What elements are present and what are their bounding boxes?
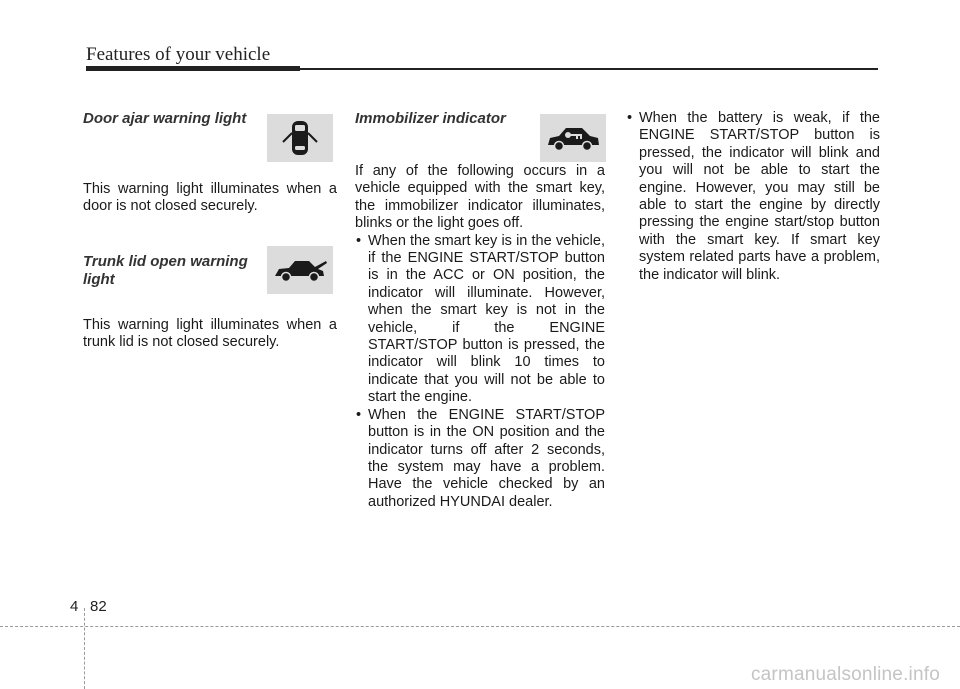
trunk-open-heading-line2: light bbox=[83, 270, 115, 288]
chapter-number: 4 bbox=[70, 598, 79, 615]
trunk-open-heading-line1: Trunk lid open warning bbox=[83, 252, 248, 270]
header-rule bbox=[300, 68, 878, 70]
footer-separator bbox=[84, 608, 85, 689]
trunk-open-car-side-icon bbox=[271, 252, 329, 288]
door-ajar-warning-icon bbox=[267, 114, 333, 162]
page-number: 82 bbox=[90, 598, 107, 615]
watermark: carmanualsonline.info bbox=[750, 664, 940, 685]
immobilizer-bullet-2: • When the ENGINE START/STOP button is in the ON position and the indicator turns off after 2 seconds, the system may have a problem. Have the vehicle checked by an authorized HYUNDAI dealer. bbox=[355, 407, 605, 511]
immobilizer-indicator-icon bbox=[540, 114, 606, 162]
trunk-open-warning-icon bbox=[267, 246, 333, 294]
footer-rule bbox=[0, 626, 960, 627]
door-ajar-car-top-icon bbox=[276, 116, 324, 160]
header-bar bbox=[86, 66, 300, 71]
immobilizer-heading: Immobilizer indicator bbox=[355, 110, 506, 127]
column-middle bbox=[355, 110, 605, 511]
door-ajar-text: This warning light illuminates when a door is not closed securely. bbox=[83, 181, 337, 215]
immobilizer-bullet-3: • When the battery is weak, if the ENGINE START/STOP button is pressed, the indicator will blink and you will not be able to start the engine. However, you may still be able to start the engine by directly pressing the engine start/stop button with the smart key. If smart key system related parts have a problem, the indicator will blink. bbox=[626, 110, 880, 284]
immobilizer-bullet-list-cont bbox=[626, 110, 880, 284]
trunk-open-text: This warning light illuminates when a trunk lid is not closed securely. bbox=[83, 316, 337, 351]
immobilizer-bullet-1: • When the smart key is in the vehicle, if the ENGINE START/STOP button is in the ACC or ON position, the indicator will illuminate. However, when the smart key is not in the vehicle, if the ENGINE START/STOP button is pressed, the indicator will blink 10 times to indicate that you will not be able to start the engine. bbox=[355, 233, 605, 407]
immobilizer-car-key-icon bbox=[544, 120, 602, 156]
page-header-title: Features of your vehicle bbox=[86, 44, 271, 65]
column-right bbox=[626, 110, 880, 284]
immobilizer-bullet-list bbox=[355, 233, 605, 512]
door-ajar-heading: Door ajar warning light bbox=[83, 110, 247, 127]
immobilizer-intro: If any of the following occurs in a vehicle equipped with the smart key, the immobilizer indicator illuminates, blinks or the light goes off. bbox=[355, 163, 605, 232]
